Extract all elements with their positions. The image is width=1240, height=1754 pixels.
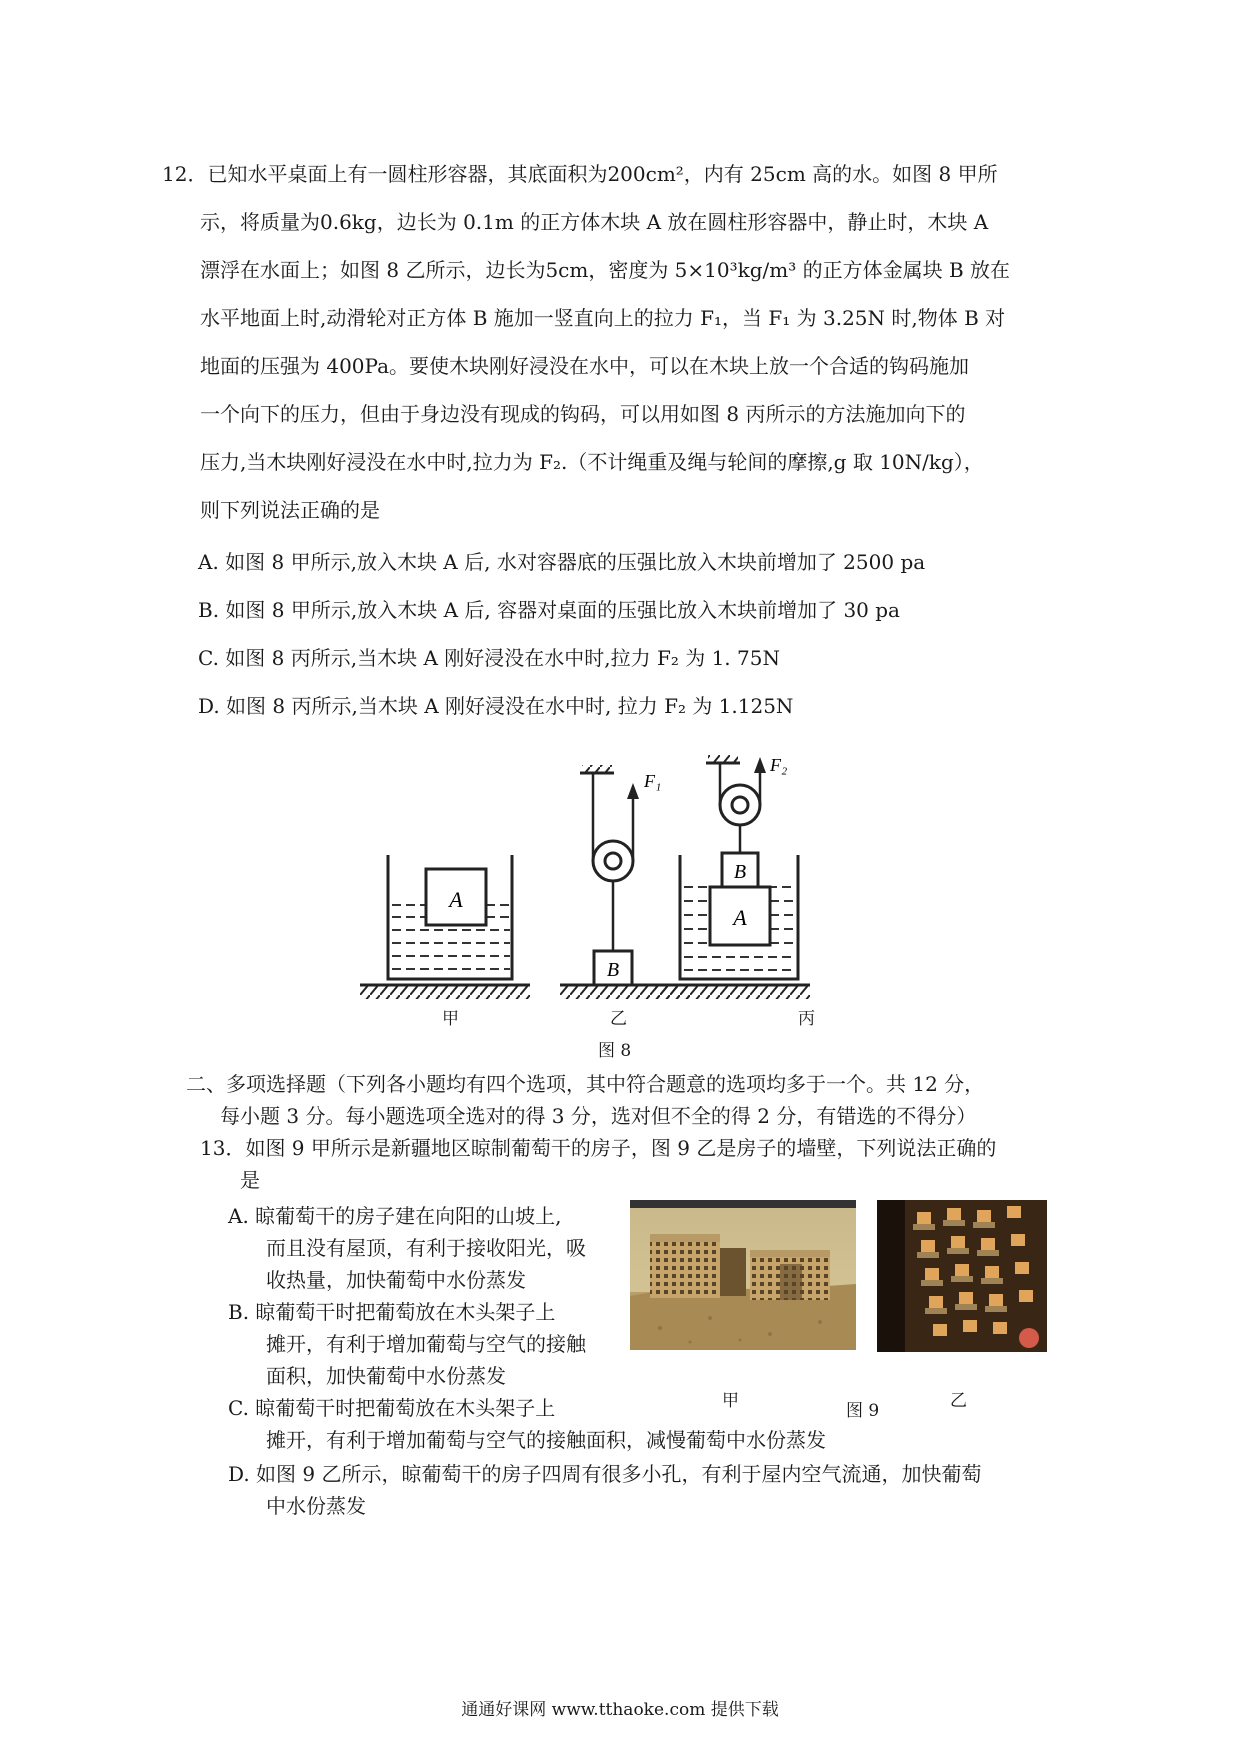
q12-option-a: A. 如图 8 甲所示,放入木块 A 后, 水对容器底的压强比放入木块前增加了 2500 pa	[198, 550, 926, 574]
q12-line-2: 示，将质量为0.6kg，边长为 0.1m 的正方体木块 A 放在圆柱形容器中，静止时，木块 A	[200, 210, 989, 234]
q13-option-b-1: B. 晾葡萄干时把葡萄放在木头架子上	[228, 1300, 556, 1324]
q13-option-b-3: 面积，加快葡萄中水份蒸发	[266, 1364, 506, 1388]
q13-option-a-2: 而且没有屋顶，有利于接收阳光，吸	[266, 1236, 586, 1260]
fig9-yi-photo	[877, 1200, 1047, 1352]
fig9-caption-yi: 乙	[950, 1391, 967, 1411]
q13-option-b-2: 摊开，有利于增加葡萄与空气的接触	[266, 1332, 586, 1356]
force-f1-label: F₁	[644, 771, 662, 791]
q12-line-8: 则下列说法正确的是	[200, 498, 380, 522]
diagram-jia	[360, 855, 530, 999]
fig9-caption-jia: 甲	[722, 1391, 739, 1411]
q13-option-a-1: A. 晾葡萄干的房子建在向阳的山坡上,	[228, 1204, 562, 1228]
footer-source: 通通好课网 www.tthaoke.com 提供下载	[461, 1700, 779, 1720]
q12-option-d: D. 如图 8 丙所示,当木块 A 刚好浸没在水中时, 拉力 F₂ 为 1.125N	[198, 694, 794, 718]
fig8-caption-bing: 丙	[798, 1009, 815, 1029]
q12-line-1: 12．已知水平桌面上有一圆柱形容器，其底面积为200cm²，内有 25cm 高的水。如图 8 甲所	[162, 162, 998, 186]
q13-line-2: 是	[240, 1168, 260, 1192]
fig9-jia-photo	[630, 1200, 856, 1350]
fig8-caption-jia: 甲	[442, 1009, 459, 1029]
fig8-caption-yi: 乙	[610, 1009, 627, 1029]
q12-line-5: 地面的压强为 400Pa。要使木块刚好浸没在水中，可以在木块上放一个合适的钩码施加	[200, 354, 970, 378]
fig8-caption: 图 8	[598, 1041, 632, 1061]
q12-option-c: C. 如图 8 丙所示,当木块 A 刚好浸没在水中时,拉力 F₂ 为 1. 75N	[198, 646, 780, 670]
block-b-label-yi: B	[606, 959, 620, 981]
block-b-label-bing: B	[733, 861, 747, 883]
q12-option-b: B. 如图 8 甲所示,放入木块 A 后, 容器对桌面的压强比放入木块前增加了 30 pa	[198, 598, 900, 622]
q13-option-a-3: 收热量，加快葡萄中水份蒸发	[266, 1268, 526, 1292]
section2-line-2: 每小题 3 分。每小题选项全选对的得 3 分，选对但不全的得 2 分，有错选的不得分）	[220, 1104, 977, 1128]
diagram-bing	[655, 755, 810, 999]
diagram-yi	[560, 765, 690, 999]
q13-option-c-2: 摊开，有利于增加葡萄与空气的接触面积，减慢葡萄中水份蒸发	[266, 1428, 826, 1452]
q12-line-7: 压力,当木块刚好浸没在水中时,拉力为 F₂.（不计绳重及绳与轮间的摩擦,g 取 10N/kg），	[200, 450, 984, 474]
q12-line-6: 一个向下的压力，但由于身边没有现成的钩码，可以用如图 8 丙所示的方法施加向下的	[200, 402, 966, 426]
block-a-label-bing: A	[733, 905, 747, 930]
fig9-caption: 图 9	[846, 1401, 880, 1421]
q12-line-4: 水平地面上时,动滑轮对正方体 B 施加一竖直向上的拉力 F₁，当 F₁ 为 3.25N 时,物体 B 对	[200, 306, 1006, 330]
q13-option-c-1: C. 晾葡萄干时把葡萄放在木头架子上	[228, 1396, 556, 1420]
section2-line-1: 二、多项选择题（下列各小题均有四个选项，其中符合题意的选项均多于一个。共 12 分，	[186, 1072, 985, 1096]
force-f2-label: F₂	[770, 755, 788, 775]
figure-8	[360, 755, 920, 1035]
q13-line-1: 13．如图 9 甲所示是新疆地区晾制葡萄干的房子，图 9 乙是房子的墙壁，下列说法正确的	[200, 1136, 997, 1160]
q12-line-3: 漂浮在水面上；如图 8 乙所示，边长为5cm，密度为 5×10³kg/m³ 的正方体金属块 B 放在	[200, 258, 1011, 282]
q13-option-d-2: 中水份蒸发	[266, 1494, 366, 1518]
block-a-label-jia: A	[449, 887, 463, 912]
q13-option-d-1: D. 如图 9 乙所示，晾葡萄干的房子四周有很多小孔，有利于屋内空气流通，加快葡萄	[228, 1462, 982, 1486]
